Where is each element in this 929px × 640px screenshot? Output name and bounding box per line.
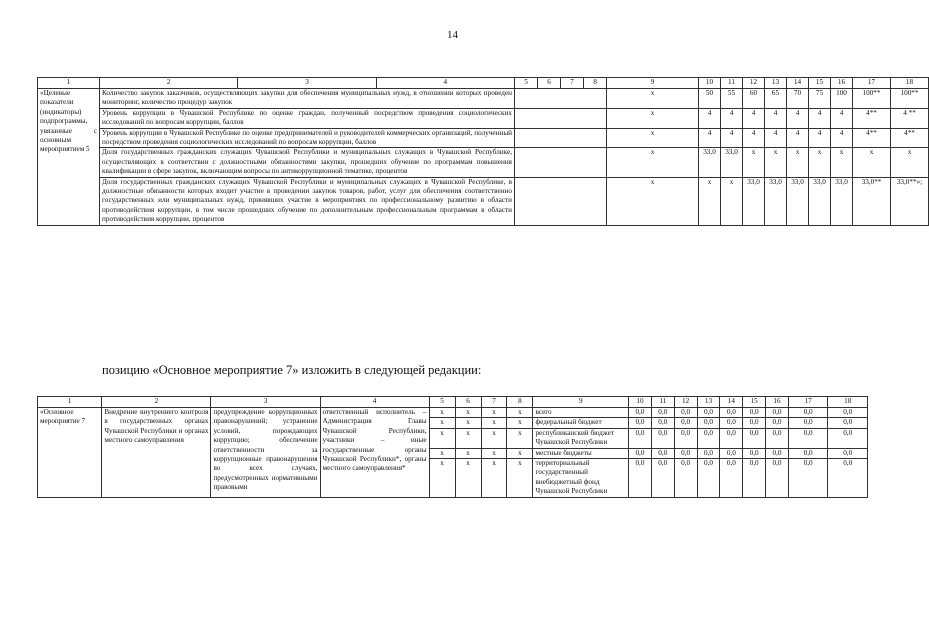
value-cell: 4 [787,108,809,128]
value-cell: 4 [743,108,765,128]
header-cell: 9 [607,78,699,89]
header-cell: 15 [743,397,766,408]
value-cell: 0,0 [766,448,789,458]
table-row [38,89,929,109]
value-cell: 0,0 [651,428,674,448]
value-cell: 100 [831,89,853,109]
empty-cell [515,89,607,109]
value-cell: 33,0 [787,177,809,225]
value-cell: 100** [891,89,929,109]
cell-9: х [607,89,699,109]
header-cell-group [100,78,515,89]
value-cell: 55 [721,89,743,109]
amendment-caption: позицию «Основное мероприятие 7» изложить в следующей редакции: [102,363,482,377]
value-cell: 4 [743,128,765,148]
code-cell: х [455,408,481,418]
value-cell: 0,0 [651,408,674,418]
funding-source: федеральный бюджет [533,418,629,428]
indicator-text: Уровень коррупции в Чувашской Республике по оценке граждан, полученный посредством проведения социологических исследований по вопросам коррупции, баллов [100,108,515,128]
code-cell: х [507,448,533,458]
value-cell: 0,0 [743,448,766,458]
value-cell: 33,0** [853,177,891,225]
value-cell: 0,0 [697,448,720,458]
value-cell: 0,0 [788,408,827,418]
table-row [38,408,868,418]
header-cell: 13 [765,78,787,89]
indicator-group-label: «Целевые показатели (индикаторы) подпрограммы, увязанные с основным мероприятием 5 [38,89,100,226]
value-cell: 4** [853,128,891,148]
value-cell: 0,0 [651,459,674,498]
value-cell: 0,0 [629,418,652,428]
value-cell: 0,0 [697,408,720,418]
activity-label: «Основное мероприятие 7 [38,408,102,498]
header-cell: 11 [651,397,674,408]
value-cell: х [699,177,721,225]
funding-source: территориальный государственный внебюджетный фонд Чувашской Республики [533,459,629,498]
header-cell: 11 [721,78,743,89]
cell-9: х [607,177,699,225]
value-cell: 0,0 [828,408,868,418]
value-cell: 0,0 [766,418,789,428]
activity-name: Внедрение внутреннего контроля в государственных органах Чувашской Республики и органах местного самоуправления [102,408,211,498]
value-cell: 4** [853,108,891,128]
header-cell: 7 [481,397,507,408]
empty-cell [515,177,607,225]
value-cell: 4 [809,108,831,128]
code-cell: х [455,459,481,498]
header-cell: 10 [699,78,721,89]
value-cell: 33,0 [743,177,765,225]
value-cell: 4 [721,108,743,128]
value-cell: 4 [787,128,809,148]
code-cell: х [507,418,533,428]
funding-source: республиканский бюджет Чувашской Республики [533,428,629,448]
code-cell: х [481,408,507,418]
value-cell: 0,0 [697,459,720,498]
value-cell: 0,0 [629,448,652,458]
empty-cell [515,128,607,148]
value-cell: 0,0 [743,459,766,498]
code-cell: х [455,448,481,458]
header-cell: 8 [584,78,607,89]
code-cell: х [481,448,507,458]
value-cell: 60 [743,89,765,109]
value-cell: х [721,177,743,225]
value-cell: 4 [765,128,787,148]
value-cell: 0,0 [674,418,697,428]
value-cell: 0,0 [651,448,674,458]
header-cell: 6 [455,397,481,408]
value-cell: 0,0 [828,428,868,448]
header-cell: 3 [211,397,320,408]
header-cell: 16 [766,397,789,408]
header-cell: 1 [38,78,100,89]
header-cell: 15 [809,78,831,89]
indicators-table [37,77,929,226]
activity-executor: ответственный исполнитель – Администрация Главы Чувашской Республики, участники – иные государственные органы Чувашской Республики*, органы местного самоуправления* [320,408,429,498]
value-cell: 4 [831,108,853,128]
value-cell: 0,0 [828,459,868,498]
value-cell: 0,0 [743,418,766,428]
code-cell: х [481,418,507,428]
header-row [38,397,868,408]
header-cell: 14 [787,78,809,89]
value-cell: х [743,148,765,177]
value-cell: 0,0 [828,418,868,428]
value-cell: 0,0 [651,418,674,428]
header-cell: 4 [320,397,429,408]
value-cell: 33,0 [721,148,743,177]
value-cell: 33,0 [809,177,831,225]
header-cell: 16 [831,78,853,89]
value-cell: 0,0 [674,448,697,458]
cell-9: х [607,128,699,148]
header-cell: 5 [429,397,455,408]
value-cell: 0,0 [674,459,697,498]
code-cell: х [429,418,455,428]
header-cell: 17 [853,78,891,89]
value-cell: 100** [853,89,891,109]
indicator-text: Уровень коррупции в Чувашской Республике по оценке предпринимателей и руководителей коммерческих организаций, полученный посредством проведения социологических исследований по вопросам коррупции, баллов [100,128,515,148]
code-cell: х [429,448,455,458]
value-cell: 4** [891,128,929,148]
activity-table [37,396,868,498]
page-number: 14 [447,29,458,41]
code-cell: х [481,428,507,448]
table-row [38,128,929,148]
value-cell: 33,0 [699,148,721,177]
header-cell: 5 [515,78,538,89]
table-row [38,108,929,128]
header-cell: 9 [533,397,629,408]
value-cell: 0,0 [720,418,743,428]
value-cell: 4 [721,128,743,148]
value-cell: 0,0 [720,428,743,448]
value-cell: 0,0 [828,448,868,458]
indicator-text: Доля государственных гражданских служащих Чувашской Республики и муниципальных служащих в Чувашской Республике, осуществляющих в соответствии с должностными обязанностями закупки, прошедших обучение по программам повышения квалификации в сфере закупок, включающим вопросы по антикоррупционной тематике, процентов [100,148,515,177]
indicator-text: Доля государственных гражданских служащих Чувашской Республики и муниципальных служащих в Чувашской Республике, в должностные обязанности которых входит участие в проведении закупок товаров, работ, услуг для обеспечения соответственно государственных или муниципальных нужд, принявших участие в мероприятиях по профессиональному развитию в области противодействия коррупции, в том числе прошедших обучение по дополнительным профессиональным программам в области противодействия коррупции, процентов [100,177,515,225]
value-cell: 0,0 [788,418,827,428]
code-cell: х [455,428,481,448]
value-cell: 0,0 [766,428,789,448]
header-cell: 2 [166,78,171,86]
header-cell: 17 [788,397,827,408]
funding-source: местные бюджеты [533,448,629,458]
header-cell: 6 [538,78,561,89]
code-cell: х [507,428,533,448]
value-cell: 4 [699,108,721,128]
value-cell: 4 [765,108,787,128]
header-cell: 18 [891,78,929,89]
value-cell: 0,0 [697,418,720,428]
header-cell: 2 [102,397,211,408]
value-cell: 4 ** [891,108,929,128]
header-cell: 1 [38,397,102,408]
header-cell: 10 [629,397,652,408]
value-cell: х [787,148,809,177]
code-cell: х [429,408,455,418]
value-cell: 70 [787,89,809,109]
header-cell: 4 [376,78,514,88]
value-cell: 33,0**»; [891,177,929,225]
code-cell: х [455,418,481,428]
value-cell: 33,0 [765,177,787,225]
value-cell: 0,0 [788,459,827,498]
value-cell: 0,0 [743,408,766,418]
value-cell: 4 [809,128,831,148]
header-cell: 7 [561,78,584,89]
value-cell: х [831,148,853,177]
code-cell: х [507,408,533,418]
value-cell: 0,0 [766,408,789,418]
value-cell: 0,0 [766,459,789,498]
table-row [38,177,929,225]
value-cell: 0,0 [674,428,697,448]
empty-cell [515,108,607,128]
code-cell: х [507,459,533,498]
value-cell: 0,0 [629,459,652,498]
header-cell: 14 [720,397,743,408]
value-cell: х [853,148,891,177]
value-cell: 0,0 [743,428,766,448]
code-cell: х [481,459,507,498]
activity-goal: предупреждение коррупционных правонарушений; устранение условий, порождающих коррупцию; обеспечение ответственности за коррупционные правонарушения во всех случаях, предусмотренных нормативными правовыми [211,408,320,498]
value-cell: х [809,148,831,177]
empty-cell [515,148,607,177]
code-cell: х [429,428,455,448]
header-cell: 13 [697,397,720,408]
header-cell: 12 [743,78,765,89]
header-row [38,78,929,89]
value-cell: 65 [765,89,787,109]
value-cell: 50 [699,89,721,109]
value-cell: 4 [699,128,721,148]
header-cell: 18 [828,397,868,408]
value-cell: 4 [831,128,853,148]
value-cell: 0,0 [629,408,652,418]
table-row [38,148,929,177]
value-cell: х [765,148,787,177]
value-cell: 0,0 [697,428,720,448]
value-cell: 0,0 [788,448,827,458]
code-cell: х [429,459,455,498]
header-cell: 8 [507,397,533,408]
value-cell: 0,0 [674,408,697,418]
header-cell: 12 [674,397,697,408]
value-cell: 33,0 [831,177,853,225]
value-cell: 0,0 [788,428,827,448]
cell-9: х [607,148,699,177]
header-cell: 3 [237,78,375,88]
value-cell: х [891,148,929,177]
indicator-text: Количество закупок заказчиков, осуществляющих закупки для обеспечения муниципальных нужд, в отношении которых проведен мониторинг, количество процедур закупок [100,89,515,109]
funding-source: всего [533,408,629,418]
value-cell: 0,0 [720,448,743,458]
value-cell: 0,0 [629,428,652,448]
value-cell: 0,0 [720,459,743,498]
cell-9: х [607,108,699,128]
value-cell: 75 [809,89,831,109]
value-cell: 0,0 [720,408,743,418]
